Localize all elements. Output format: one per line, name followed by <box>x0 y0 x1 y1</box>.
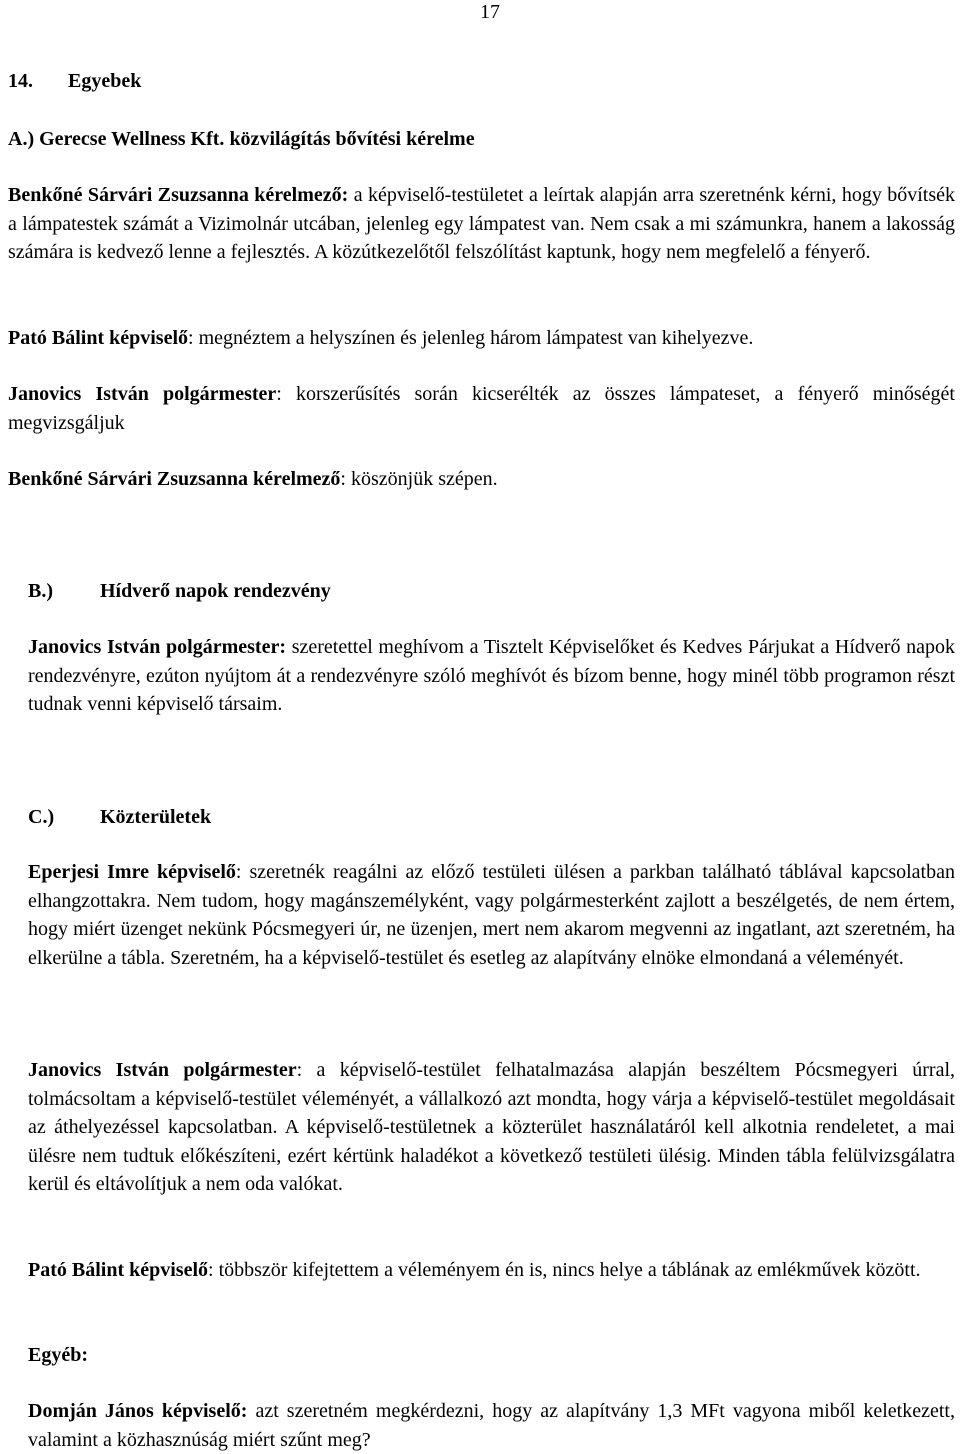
speaker-name: Janovics István polgármester <box>8 383 277 405</box>
other-title: Egyéb: <box>28 1344 88 1366</box>
item-b-label: B.) <box>28 580 53 602</box>
paragraph-text: : megnéztem a helyszínen és jelenleg három lámpatest van kihelyezve. <box>188 327 754 349</box>
item-b-paragraph-1 <box>28 633 955 719</box>
item-a-heading-bold: A.) Gerecse Wellness Kft. <box>8 128 225 150</box>
item-c-title: Közterületek <box>100 806 212 828</box>
speaker-name: Eperjesi Imre képviselő <box>28 861 236 883</box>
section-heading <box>8 68 141 94</box>
paragraph-text: : szeretnék reagálni az előző testületi ülésen a parkban található táblával kapcsolatban elhangzottakra. Nem tudom, hogy magánszemélyként, vagy polgármesterként zajlott a beszélgetés, de nem értem, hogy miért üzenget nekünk Pócsmegyeri úr, ne üzenjen, mert nem akarom megvenni az ingatlant, azt szeretném, ha elkerülne a tábla. Szeretném, ha a képviselő-testület és esetleg az alapítvány elnöke elmondaná a véleményét. <box>28 861 955 969</box>
item-a-heading <box>8 126 475 152</box>
speaker-name: Domján János képviselő: <box>28 1400 248 1422</box>
item-a-paragraph-3 <box>8 380 955 437</box>
speaker-name: Pató Bálint képviselő <box>28 1259 209 1281</box>
section-title: Egyebek <box>68 70 142 92</box>
item-a-heading-rest: közvilágítás bővítési kérelme <box>224 128 475 150</box>
item-c-label: C.) <box>28 806 55 828</box>
speaker-name: Benkőné Sárvári Zsuzsanna kérelmező <box>8 468 341 490</box>
speaker-name: Janovics István polgármester: <box>28 636 287 658</box>
paragraph-text: : köszönjük szépen. <box>340 468 498 490</box>
paragraph-text: : a képviselő-testület felhatalmazása alapján beszéltem Pócsmegyeri úrral, tolmácsoltam a képviselő-testület véleményét, a vállalkozó azt mondta, hogy várja a képviselő-testület megoldásait az áthelyezéssel kapcsolatban. A képviselő-testületnek a közterület használatáról kell alkotnia rendeletet, a mai ülésre nem tudtuk előkészíteni, ezért kértünk haladékot a következő testületi ülésig. Minden tábla felülvizsgálatra kerül és eltávolítjuk a nem oda valókat. <box>28 1059 955 1196</box>
paragraph-text: : korszerűsítés során kicserélték az összes lámpateset, a fényerő minőségét megvizsgáljuk <box>8 383 955 434</box>
page-number: 17 <box>480 1 500 23</box>
item-b-title: Hídverő napok rendezvény <box>100 580 331 602</box>
item-c-paragraph-3 <box>28 1256 955 1285</box>
speaker-name: Janovics István polgármester <box>28 1059 297 1081</box>
item-c-paragraph-2 <box>28 1056 955 1199</box>
paragraph-text: azt szeretném megkérdezni, hogy az alapítvány 1,3 MFt vagyona miből keletkezett, valamint a közhasznúság miért szűnt meg? <box>28 1400 955 1451</box>
paragraph-text: szeretettel meghívom a Tisztelt Képviselőket és Kedves Párjukat a Hídverő napok rendezvényre, ezúton nyújtom át a rendezvényre szóló meghívót és bízom benne, hogy minél több programon részt tudnak venni képviselő társaim. <box>28 636 956 716</box>
item-a-paragraph-1 <box>8 181 955 267</box>
paragraph-text: : többször kifejtettem a véleményem én is, nincs helye a táblának az emlékművek között. <box>208 1259 921 1281</box>
item-a-paragraph-2 <box>8 324 955 353</box>
section-number: 14. <box>8 70 33 92</box>
item-a-paragraph-4 <box>8 465 955 494</box>
speaker-name: Pató Bálint képviselő <box>8 327 189 349</box>
other-paragraph-1 <box>28 1397 955 1454</box>
paragraph-text: a képviselő-testületet a leírtak alapján arra szeretnénk kérni, hogy bővítsék a lámpatestek számát a Vizimolnár utcában, jelenleg egy lámpatest van. Nem csak a mi számunkra, hanem a lakosság számára is kedvező lenne a fejlesztés. A közútkezelőtől felszólítást kaptunk, hogy nem megfelelő a fényerő. <box>8 184 956 264</box>
item-c-paragraph-1 <box>28 858 955 972</box>
speaker-name: Benkőné Sárvári Zsuzsanna kérelmező: <box>8 184 349 206</box>
